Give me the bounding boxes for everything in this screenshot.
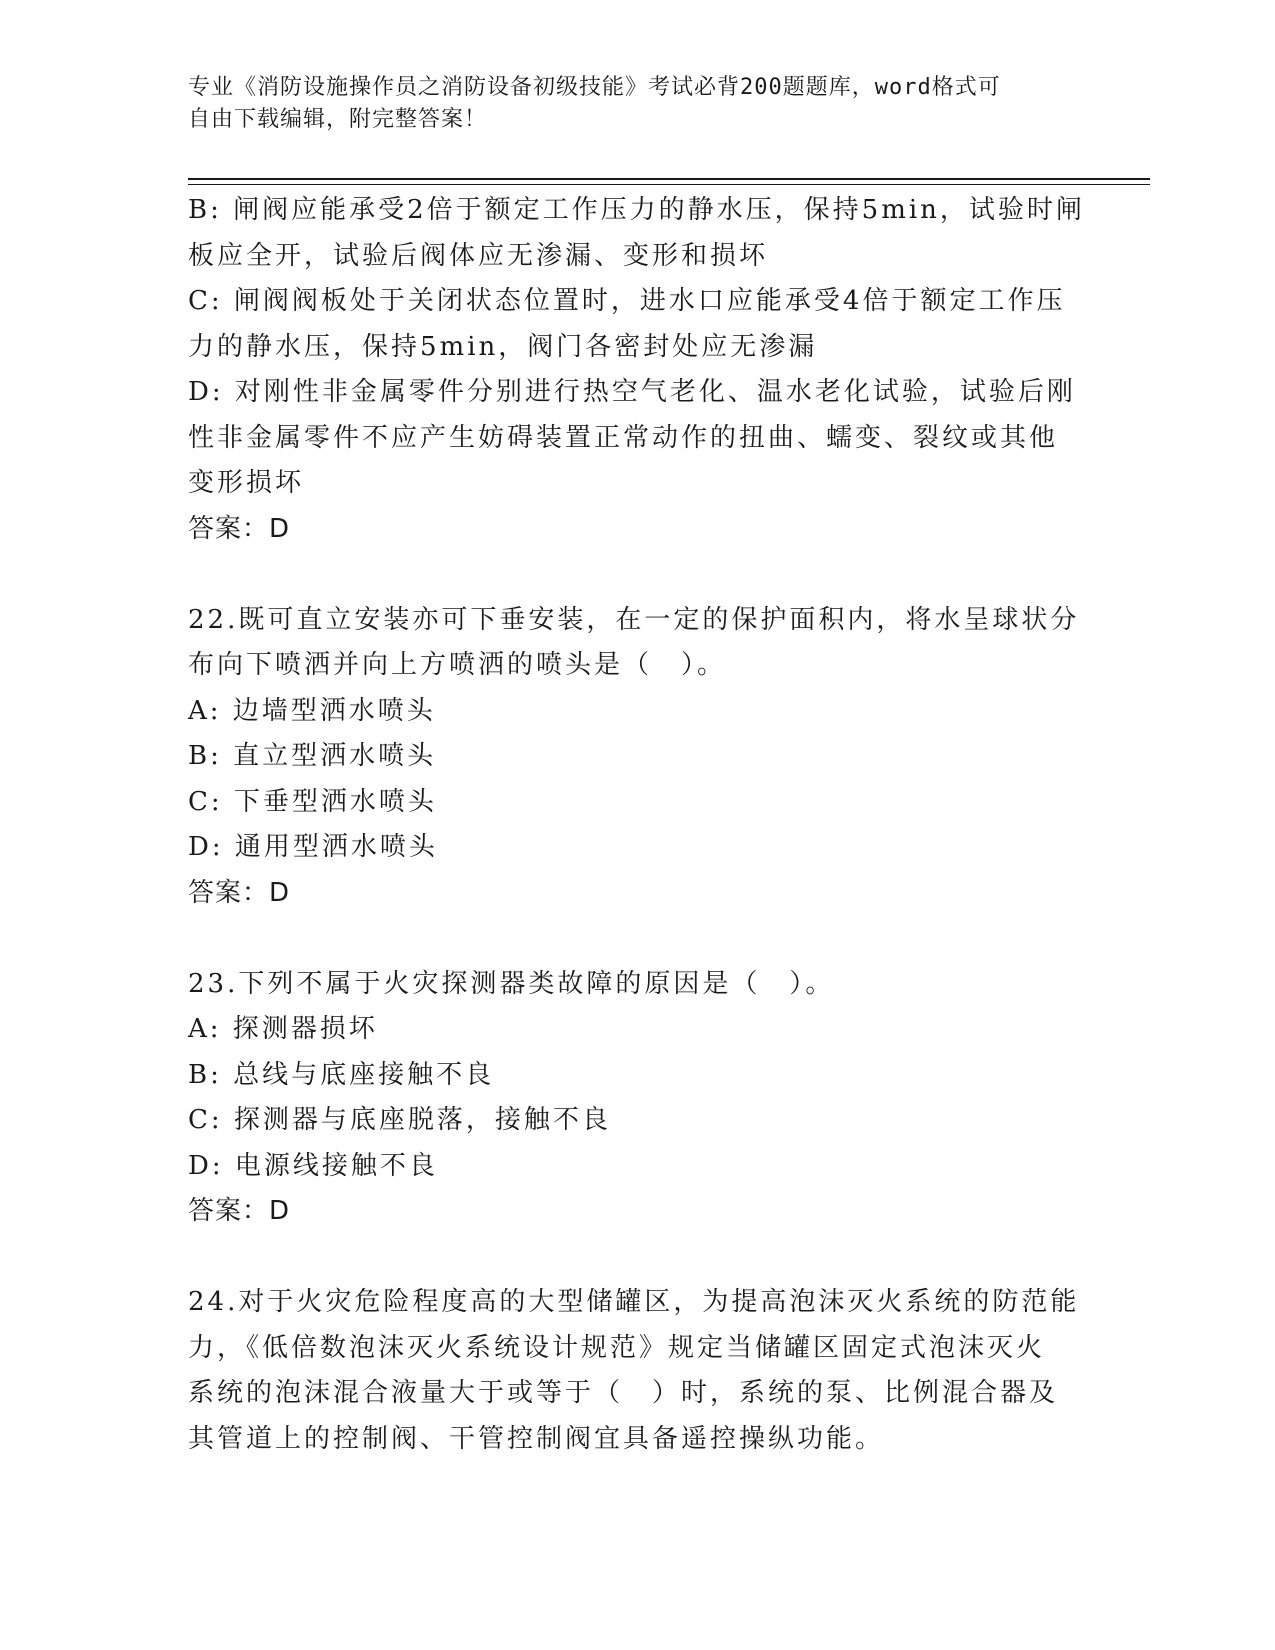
option-b: B: 总线与底座接触不良	[188, 1059, 495, 1090]
question-24	[188, 1280, 1088, 1462]
option-a: A: 探测器损坏	[188, 1014, 378, 1044]
option-d: D: 电源线接触不良	[188, 1150, 438, 1181]
question-stem-line-1: 23.下列不属于火灾探测器类故障的原因是（ ）。	[188, 968, 835, 999]
option-b-text-line-1: B: 闸阀应能承受2倍于额定工作压力的静水压，保持5min，试验时闸	[188, 195, 1085, 225]
option-b-text-line-2: 板应全开，试验后阀体应无渗漏、变形和损坏	[188, 240, 769, 271]
header-title-line-2: 自由下载编辑，附完整答案！	[188, 107, 488, 132]
header-divider-thin	[188, 184, 1150, 185]
question-stem-line-1: 22.既可直立安装亦可下垂安装，在一定的保护面积内，将水呈球状分	[188, 604, 1080, 635]
option-a: A: 边墙型洒水喷头	[188, 695, 436, 726]
option-c-text-line-1: C: 闸阀阀板处于关闭状态位置时，进水口应能承受4倍于额定工作压	[188, 286, 1066, 316]
option-c-text-line-2: 力的静水压，保持5min，阀门各密封处应无渗漏	[188, 331, 818, 362]
question-list	[188, 188, 1088, 1462]
answer-line: 答案：D	[188, 513, 291, 544]
header-divider-thick	[188, 178, 1150, 180]
option-d-text-line-3: 变形损坏	[188, 468, 305, 498]
header-title-line-1: 专业《消防设施操作员之消防设备初级技能》考试必背200题题库，word格式可	[188, 75, 1001, 100]
question-stem-line-3: 系统的泡沫混合液量大于或等于（ ）时，系统的泵、比例混合器及	[188, 1378, 1059, 1408]
option-d-text-line-1: D: 对刚性非金属零件分别进行热空气老化、温水老化试验，试验后刚	[188, 377, 1076, 407]
document-header	[188, 72, 1068, 136]
option-d: D: 通用型洒水喷头	[188, 832, 438, 862]
option-c: C: 探测器与底座脱落，接触不良	[188, 1105, 611, 1135]
option-c: C: 下垂型洒水喷头	[188, 786, 437, 817]
answer-line: 答案：D	[188, 877, 291, 908]
question-22	[188, 598, 1088, 917]
option-d-text-line-2: 性非金属零件不应产生妨碍装置正常动作的扭曲、蠕变、裂纹或其他	[188, 422, 1059, 453]
spacer	[188, 1235, 1088, 1281]
spacer	[188, 552, 1088, 598]
question-21-tail	[188, 188, 1088, 552]
question-stem-line-2: 力，《低倍数泡沫灭火系统设计规范》规定当储罐区固定式泡沫灭火	[188, 1332, 1046, 1363]
spacer	[188, 916, 1088, 962]
option-b: B: 直立型洒水喷头	[188, 741, 437, 771]
question-stem-line-1: 24.对于火灾危险程度高的大型储罐区，为提高泡沫灭火系统的防范能	[188, 1287, 1080, 1317]
answer-line: 答案：D	[188, 1196, 291, 1226]
question-stem-line-4: 其管道上的控制阀、干管控制阀宜具备遥控操纵功能。	[188, 1423, 885, 1454]
question-23	[188, 962, 1088, 1235]
question-stem-line-2: 布向下喷洒并向上方喷洒的喷头是（ ）。	[188, 650, 727, 680]
